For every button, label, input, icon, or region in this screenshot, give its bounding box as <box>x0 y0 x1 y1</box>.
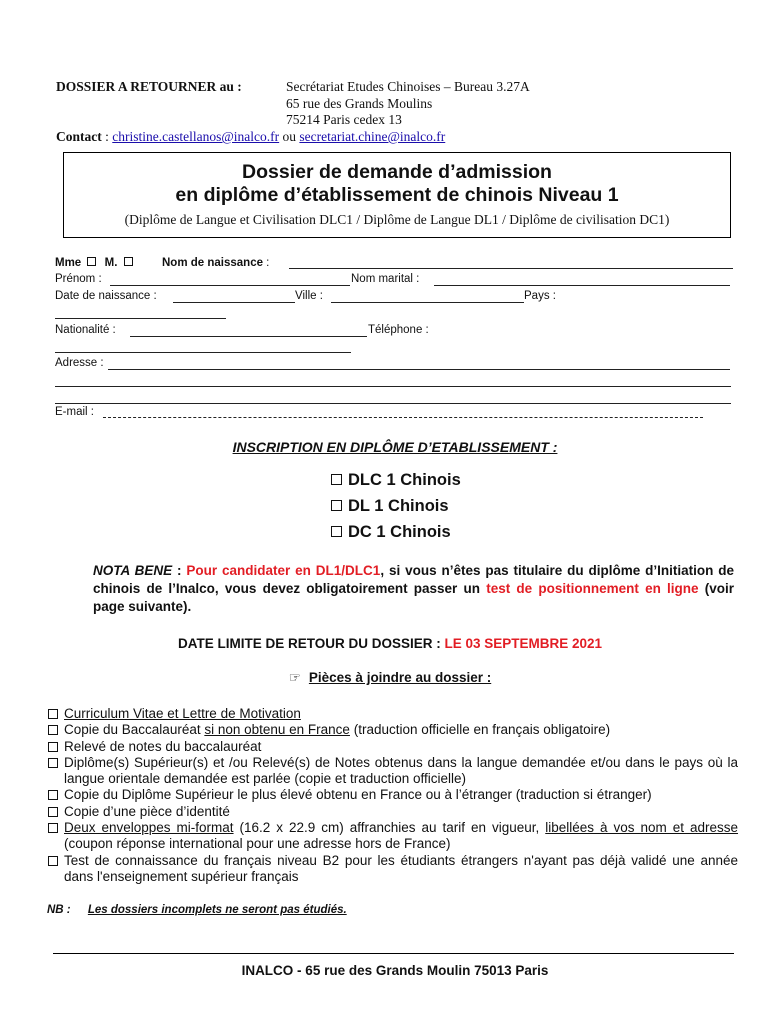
email-field[interactable] <box>103 417 703 418</box>
m-label: M. <box>104 257 118 269</box>
option-dc1-checkbox[interactable] <box>331 526 342 537</box>
document-checkbox[interactable] <box>48 790 58 800</box>
nationality-label: Nationalité : <box>55 324 116 336</box>
mme-label: Mme <box>55 257 82 269</box>
nota-red-1: Pour candidater en DL1/DLC1 <box>186 563 381 578</box>
document-checkbox[interactable] <box>48 807 58 817</box>
contact-or: ou <box>282 129 297 144</box>
contact-label: Contact <box>56 129 102 144</box>
birth-country-label: Pays : <box>524 290 556 302</box>
footer-address: INALCO - 65 rue des Grands Moulin 75013 Paris <box>241 963 549 978</box>
birth-name-label: Nom de naissance : <box>162 257 270 269</box>
married-name-label: Nom marital : <box>351 273 420 285</box>
option-dc1[interactable] <box>331 523 451 542</box>
contact-line <box>56 129 445 146</box>
title-subtitle: (Diplôme de Langue et Civilisation DLC1 / Diplôme de Langue DL1 / Diplôme de civilisation DC1) <box>124 212 670 227</box>
address-line-2: 65 rue des Grands Moulins <box>286 95 433 111</box>
contact-email-1[interactable]: christine.castellanos@inalco.fr <box>112 129 280 144</box>
pointing-hand-icon: ☞ <box>288 670 301 685</box>
document-item: Copie du Baccalauréat si non obtenu en France (traduction officielle en français obligatoire) <box>48 722 738 738</box>
option-dlc1-label: DLC 1 Chinois <box>348 471 461 489</box>
document-checkbox[interactable] <box>48 725 58 735</box>
address-line-1: Secrétariat Etudes Chinoises – Bureau 3.27A <box>286 79 530 94</box>
address-field-1[interactable] <box>108 369 730 370</box>
document-item: Relevé de notes du baccalauréat <box>48 739 738 755</box>
nb-note <box>47 904 347 916</box>
deadline-label: DATE LIMITE DE RETOUR DU DOSSIER : <box>177 636 445 651</box>
document-item: Test de connaissance du français niveau B2 pour les étudiants étrangers n'ayant pas déjà validé une année dans l'enseignement supérieur français <box>48 853 738 886</box>
title-line-2: en diplôme d’établissement de chinois Niveau 1 <box>175 184 619 206</box>
documents-list <box>48 706 738 885</box>
nota-text-2: (voir page suivante). <box>93 581 734 614</box>
document-item: Deux enveloppes mi-format (16.2 x 22.9 cm) affranchies au tarif en vigueur, libellées à vos nom et adresse (coupon réponse international pour une adresse hors de France) <box>48 820 738 853</box>
address-label: Adresse : <box>55 357 104 369</box>
document-item: Curriculum Vitae et Lettre de Motivation <box>48 706 738 722</box>
document-item: Copie du Diplôme Supérieur le plus élevé obtenu en France ou à l’étranger (traduction si étranger) <box>48 787 738 803</box>
nota-bene: NOTA BENE : Pour candidater en DL1/DLC1, si vous n’êtes pas titulaire du diplôme d’Initiation de chinois de l’Inalco, vous devez obligatoirement passer un test de positionnement en ligne (voir page suivante). <box>93 563 734 614</box>
document-checkbox[interactable] <box>48 823 58 833</box>
pieces-heading-row <box>0 670 770 686</box>
title-line-1: Dossier de demande d’admission <box>242 161 552 183</box>
nota-label: NOTA BENE <box>93 563 173 578</box>
deadline-date: LE 03 SEPTEMBRE 2021 <box>444 636 603 651</box>
document-checkbox[interactable] <box>48 856 58 866</box>
married-name-field[interactable] <box>434 285 730 286</box>
nota-text-1: , si vous n’êtes pas titulaire du diplôme d’Initiation de chinois de l’Inalco, vous devez obligatoirement passer un <box>93 563 734 596</box>
mme-checkbox[interactable] <box>87 257 96 266</box>
document-item: Copie d’une pièce d’identité <box>48 804 738 820</box>
first-name-label: Prénom : <box>55 273 102 285</box>
inscription-heading: INSCRIPTION EN DIPLÔME D’ETABLISSEMENT : <box>232 439 558 455</box>
document-checkbox[interactable] <box>48 758 58 768</box>
return-address <box>286 79 530 129</box>
birth-date-label: Date de naissance : <box>55 290 157 302</box>
option-dl1[interactable] <box>331 497 449 516</box>
nb-text: Les dossiers incomplets ne seront pas étudiés. <box>87 904 347 916</box>
document-checkbox[interactable] <box>48 709 58 719</box>
phone-field[interactable] <box>55 352 351 353</box>
email-label: E-mail : <box>55 406 94 418</box>
document-checkbox[interactable] <box>48 742 58 752</box>
contact-sep: : <box>105 129 109 144</box>
birth-city-field[interactable] <box>331 302 524 303</box>
civility-row <box>55 257 138 269</box>
option-dl1-checkbox[interactable] <box>331 500 342 511</box>
birth-name-field[interactable] <box>289 268 733 269</box>
address-field-2[interactable] <box>55 386 731 387</box>
birth-country-field[interactable] <box>55 318 226 319</box>
title-box <box>63 152 731 238</box>
deadline <box>0 636 770 651</box>
birth-city-label: Ville : <box>295 290 323 302</box>
nationality-field[interactable] <box>130 336 367 337</box>
option-dc1-label: DC 1 Chinois <box>348 523 451 541</box>
m-checkbox[interactable] <box>124 257 133 266</box>
first-name-field[interactable] <box>110 285 350 286</box>
option-dlc1[interactable] <box>331 471 461 490</box>
footer-divider <box>53 953 734 954</box>
nb-label: NB : <box>47 904 71 916</box>
address-field-3[interactable] <box>55 403 731 404</box>
address-line-3: 75214 Paris cedex 13 <box>286 112 402 127</box>
nota-red-2: test de positionnement en ligne <box>486 581 699 596</box>
contact-email-2[interactable]: secretariat.chine@inalco.fr <box>299 129 446 144</box>
phone-label: Téléphone : <box>368 324 429 336</box>
return-label: DOSSIER A RETOURNER au : <box>56 79 242 94</box>
pieces-heading: Pièces à joindre au dossier : <box>308 670 492 685</box>
birth-date-field[interactable] <box>173 302 295 303</box>
document-item: Diplôme(s) Supérieur(s) et /ou Relevé(s) de Notes obtenus dans la langue demandée et/ou dans le pays où la langue orientale demandée est parlée (copie et traduction officielle) <box>48 755 738 788</box>
option-dlc1-checkbox[interactable] <box>331 474 342 485</box>
option-dl1-label: DL 1 Chinois <box>348 497 449 515</box>
